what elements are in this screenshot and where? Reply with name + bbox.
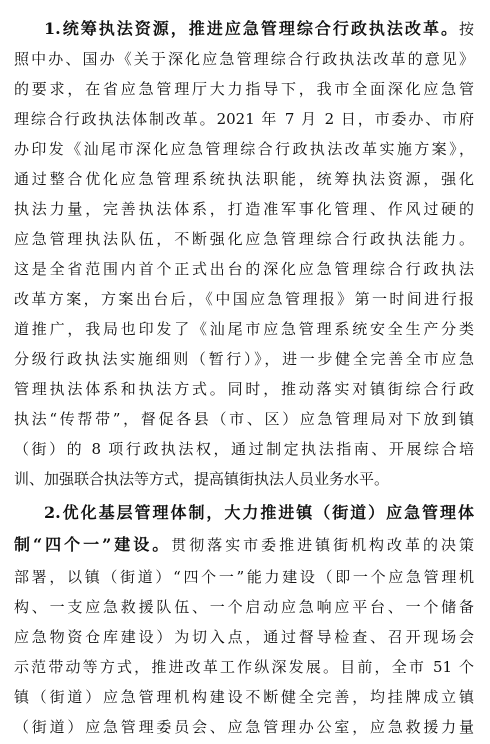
- section1-line-6: 执法力量，完善执法体系，打造准军事化管理、作风过硬的: [14, 200, 474, 218]
- section1-line-15: 训、加强联合执法等方式，提高镇街执法人员业务水平。: [14, 470, 390, 488]
- section2-line-1: 部署，以镇（街道）“四个一”能力建设（即一个应急管理机: [14, 568, 474, 586]
- section2-line-3: 应急物资仓库建设）为切入点，通过督导检查、召开现场会: [14, 628, 474, 646]
- section1-line-1: 照中办、国办《关于深化应急管理综合行政执法改革的意见》: [14, 50, 474, 68]
- section1-line-12: 管理执法体系和执法方式。同时，推动落实对镇街综合行政: [14, 380, 474, 398]
- section2-heading-line1: 2.优化基层管理体制，大力推进镇（街道）应急管理体: [44, 503, 474, 522]
- section1-line-8: 这是全省范围内首个正式出台的深化应急管理综合行政执法: [14, 260, 474, 278]
- section2-heading-line2: 制“四个一”建设。: [14, 535, 172, 554]
- section1-line-4: 办印发《汕尾市深化应急管理综合行政执法改革实施方案》，: [14, 140, 474, 158]
- section2-line-0: 贯彻落实市委推进镇街机构改革的决策: [171, 536, 474, 554]
- section1-line-2: 的要求，在省应急管理厅大力指导下，我市全面深化应急管: [14, 80, 474, 98]
- section2-line-6: （街道）应急管理委员会、应急管理办公室，应急救援力量: [14, 718, 474, 736]
- section1-line-0: 按: [458, 20, 474, 38]
- section2-line-2: 构、一支应急救援队伍、一个启动应急响应平台、一个储备: [14, 598, 474, 616]
- section1-line-14: （街）的 8 项行政执法权，通过制定执法指南、开展综合培: [14, 440, 474, 458]
- section2-line-4: 示范带动等方式，推进改革工作纵深发展。目前，全市 51 个: [14, 658, 474, 676]
- section1-heading: 1.统筹执法资源，推进应急管理综合行政执法改革。: [44, 19, 459, 38]
- section1-line-3: 理综合行政执法体制改革。2021 年 7 月 2 日，市委办、市府: [14, 110, 474, 128]
- section1-line-11: 分级行政执法实施细则（暂行）》，进一步健全完善全市应急: [14, 350, 474, 368]
- section2-line-5: 镇（街道）应急管理机构建设不断健全完善，均挂牌成立镇: [14, 688, 474, 706]
- section1-line-9: 改革方案，方案出台后，《中国应急管理报》第一时间进行报: [14, 290, 474, 308]
- section2-second-line: [14, 530, 474, 560]
- section1-line-10: 道推广，我局也印发了《汕尾市应急管理系统安全生产分类: [14, 320, 474, 338]
- section1-line-13: 执法“传帮带”，督促各县（市、区）应急管理局对下放到镇: [14, 410, 474, 428]
- section1-line-7: 应急管理执法队伍，不断强化应急管理综合行政执法能力。: [14, 230, 474, 248]
- section1-first-line: [44, 14, 474, 44]
- section1-line-5: 通过整合优化应急管理系统执法职能，统筹执法资源，强化: [14, 170, 474, 188]
